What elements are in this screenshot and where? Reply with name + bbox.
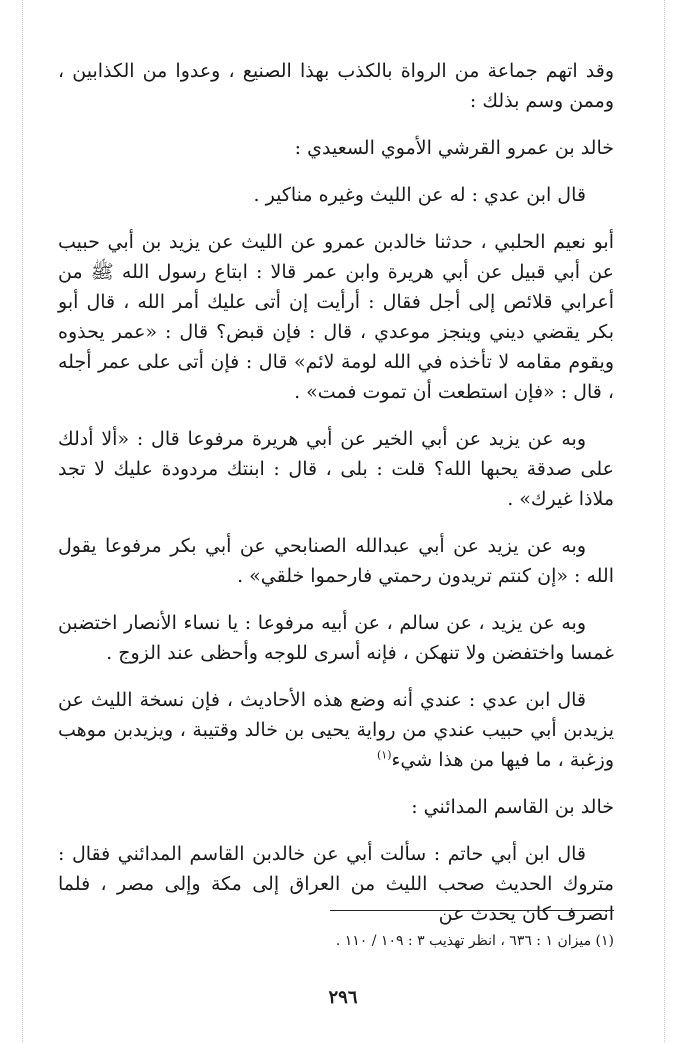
paragraph-8 [58,685,614,775]
footnote: (١) ميزان ١ : ٦٣٦ ، انظر تهذيب ٣ : ١٠٩ / ١١٠ . [335,933,614,949]
paragraph-1: وقد اتهم جماعة من الرواة بالكذب بهذا الصنيع ، وعدوا من الكذابين ، وممن وسم بذلك : [58,60,614,112]
paragraph-7: وبه عن يزيد ، عن سالم ، عن أبيه مرفوعا : يا نساء الأنصار اختضبن غمسا واختفضن ولا تنهكن ، فإنه أسرى للوجه وأحظى عند الزوج . [58,612,614,664]
paragraph-10: قال ابن أبي حاتم : سألت أبي عن خالدبن القاسم المدائني فقال : متروك الحديث صحب الليث من العراق إلى مكة وإلى مصر ، فلما انصرف كان يحدث عن [58,843,614,925]
paragraph-3: قال ابن عدي : له عن الليث وغيره مناكير . [253,184,586,206]
page-number: ٢٩٦ [328,987,358,1008]
footnote-divider [330,910,614,911]
paragraph-5: وبه عن يزيد عن أبي الخير عن أبي هريرة مرفوعا قال : «ألا أدلك على صدقة يحبها الله؟ قلت : بلى ، قال : ابنتك مردودة عليك لا تجد ملاذا غيرك» . [58,428,614,510]
narrator-heading-khalid-bin-qasim: خالد بن القاسم المدائني : [411,796,614,818]
paragraph-6: وبه عن يزيد عن أبي عبدالله الصنابحي عن أبي بكر مرفوعا يقول الله : «إن كنتم تريدون رحمتي فارحموا خلقي» . [58,535,614,587]
main-text [58,56,614,946]
margin-line-left [22,0,23,1043]
footnote-ref: (١) [376,748,392,762]
paragraph-4: أبو نعيم الحلبي ، حدثنا خالدبن عمرو عن الليث عن يزيد بن أبي حبيب عن أبي قبيل عن أبي هريرة وابن عمر قالا : ابتاع رسول الله ﷺ من أعرابي قلائص إلى أجل فقال : أرأيت إن أتى عليك أمر الله ، قال أبو بكر يقضي ديني وينجز موعدي ، قال : فإن قبض؟ قال : «عمر يحذوه ويقوم مقامه لا تأخذه في الله لومة لائم» قال : فإن أتى على عمر أجله ، قال : «فإن استطعت أن تموت فمت» . [58,231,614,403]
paragraph-8-text: قال ابن عدي : عندي أنه وضع هذه الأحاديث ، فإن نسخة الليث عن يزيدبن أبي حبيب عندي من رواية يحيى بن خالد وقتيبة ، ويزيدبن موهب وزغبة ، ما فيها من هذا شيء [58,689,614,771]
margin-line-right [664,0,665,1043]
narrator-heading-khalid-bin-amr: خالد بن عمرو القرشي الأموي السعيدي : [294,137,614,159]
